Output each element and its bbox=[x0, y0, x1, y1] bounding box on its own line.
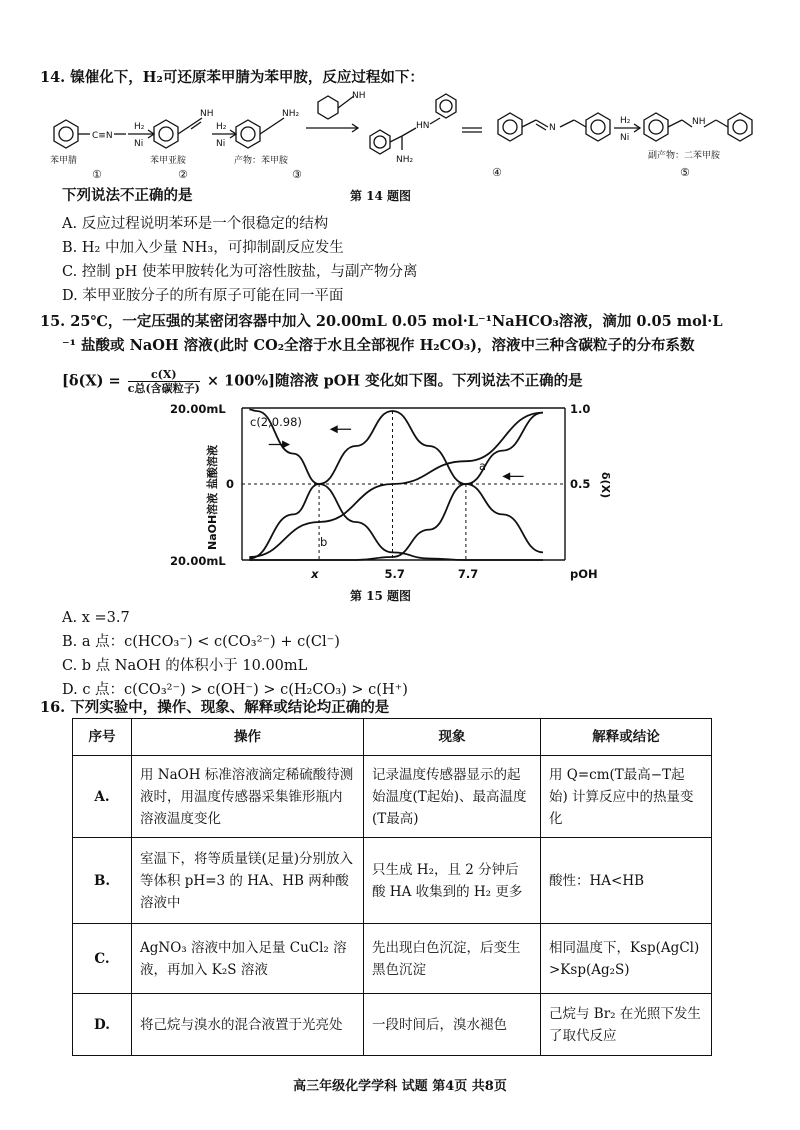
benzene-ring-4a bbox=[370, 130, 390, 154]
page-footer: 高三年级化学学科 试题 第4页 共8页 bbox=[293, 1079, 507, 1094]
svg-text:H₂: H₂ bbox=[620, 116, 631, 126]
svg-text:NH₂: NH₂ bbox=[396, 155, 414, 165]
series-line-3 bbox=[249, 413, 543, 557]
svg-text:HN: HN bbox=[416, 121, 430, 131]
row-conclusion: 己烷与 Br₂ 在光照下发生了取代反应 bbox=[541, 994, 712, 1056]
x-tick-5.7: 5.7 bbox=[384, 567, 405, 581]
point-label-a: a bbox=[479, 459, 487, 473]
row-operation: 室温下，将等质量镁(足量)分别放入等体积 pH=3 的 HA、HB 两种酸溶液中 bbox=[132, 838, 364, 924]
y-right-label: δ(X) bbox=[599, 472, 612, 499]
q14-option-d: D. 苯甲亚胺分子的所有原子可能在同一平面 bbox=[62, 288, 344, 304]
row-operation: 将己烷与溴水的混合液置于光亮处 bbox=[132, 994, 364, 1056]
q15-formula: [δ(X) = c(X) c总(含碳粒子) × 100%]随溶液 pOH 变化如下图。下列说法不正确的是 bbox=[62, 368, 583, 395]
svg-text:Ni: Ni bbox=[620, 133, 630, 143]
svg-text:H₂: H₂ bbox=[216, 122, 227, 132]
direction-arrow-1 bbox=[331, 426, 351, 432]
q15-option-b: B. a 点：c(HCO₃⁻) < c(CO₃²⁻) + c(Cl⁻) bbox=[62, 634, 340, 650]
svg-text:Ni: Ni bbox=[134, 139, 144, 149]
q15-option-a: A. x =3.7 bbox=[62, 610, 130, 626]
table-row bbox=[73, 994, 712, 1056]
svg-text:NH: NH bbox=[352, 91, 366, 101]
q15-stem-line2: ⁻¹ 盐酸或 NaOH 溶液(此时 CO₂全溶于水且全部视作 H₂CO₃)，溶液中三种含碳粒子的分布系数 bbox=[62, 337, 695, 354]
benzene-ring-3 bbox=[236, 120, 260, 148]
benzene-ring-5b bbox=[728, 113, 752, 141]
q16-stem: 16. 下列实验中，操作、现象、解释或结论均正确的是 bbox=[40, 699, 390, 716]
compound-5-num: ⑤ bbox=[680, 166, 690, 179]
q14-figure-label: 第 14 题图 bbox=[350, 189, 412, 203]
table-row bbox=[73, 924, 712, 994]
q15-option-c: C. b 点 NaOH 的体积小于 10.00mL bbox=[62, 658, 308, 674]
svg-text:H₂: H₂ bbox=[134, 122, 145, 132]
q15-chart bbox=[170, 400, 620, 600]
row-operation: 用 NaOH 标准溶液滴定稀硫酸待测液时，用温度传感器采集锥形瓶内溶液温度变化 bbox=[132, 756, 364, 838]
svg-text:Ni: Ni bbox=[216, 139, 226, 149]
series-line-2 bbox=[249, 413, 543, 560]
y-right-tick-mid: 0.5 bbox=[570, 477, 591, 491]
q14-prompt: 下列说法不正确的是 bbox=[62, 187, 193, 204]
row-phenomenon: 一段时间后，溴水褪色 bbox=[364, 994, 541, 1056]
y-left-tick-mid: 0 bbox=[226, 477, 235, 491]
compound-1-num: ① bbox=[92, 168, 102, 181]
row-seq: A. bbox=[73, 756, 132, 838]
compound-3-num: ③ bbox=[292, 168, 302, 181]
y-left-tick-top: 20.00mL bbox=[170, 402, 226, 416]
row-phenomenon: 只生成 H₂，且 2 分钟后酸 HA 收集到的 H₂ 更多 bbox=[364, 838, 541, 924]
compound-2-name: 苯甲亚胺 bbox=[150, 156, 187, 166]
row-phenomenon: 先出现白色沉淀，后变生黑色沉淀 bbox=[364, 924, 541, 994]
row-seq: D. bbox=[73, 994, 132, 1056]
y-left-tick-bottom: 20.00mL bbox=[170, 554, 226, 568]
row-conclusion: 相同温度下，Ksp(AgCl) >Ksp(Ag₂S) bbox=[541, 924, 712, 994]
benzene-ring-1 bbox=[54, 120, 78, 148]
svg-text:N: N bbox=[549, 123, 556, 133]
q14-stem: 14. 镍催化下，H₂可还原苯甲腈为苯甲胺，反应过程如下： bbox=[40, 69, 424, 86]
compound-4-num: ④ bbox=[492, 166, 502, 179]
row-conclusion: 用 Q=cm(T最高−T起始) 计算反应中的热量变化 bbox=[541, 756, 712, 838]
table-row bbox=[73, 838, 712, 924]
header-conclusion: 解释或结论 bbox=[541, 719, 712, 756]
y-right-tick-top: 1.0 bbox=[570, 402, 591, 416]
benzene-ring-2 bbox=[154, 120, 178, 148]
point-label-c: c(2,0.98) bbox=[250, 415, 302, 429]
x-tick-x: x bbox=[311, 567, 319, 581]
svg-text:NH₂: NH₂ bbox=[282, 109, 300, 119]
table-header-row bbox=[73, 719, 712, 756]
q14-option-c: C. 控制 pH 使苯甲胺转化为可溶性胺盐，与副产物分离 bbox=[62, 264, 418, 280]
q14-reaction-scheme bbox=[36, 88, 796, 198]
header-phenomenon: 现象 bbox=[364, 719, 541, 756]
benzene-ring-4b bbox=[436, 94, 456, 118]
row-conclusion: 酸性：HA<HB bbox=[541, 838, 712, 924]
direction-arrow-0 bbox=[269, 441, 289, 447]
row-phenomenon: 记录温度传感器显示的起始温度(T起始)、最高温度(T最高) bbox=[364, 756, 541, 838]
y-left-label: NaOH溶液 盐酸溶液 bbox=[206, 444, 219, 550]
direction-arrow-2 bbox=[504, 473, 524, 479]
x-label: pOH bbox=[570, 567, 598, 581]
q16-table bbox=[72, 718, 712, 1056]
compound-3-name: 产物：苯甲胺 bbox=[234, 156, 289, 166]
header-seq: 序号 bbox=[73, 719, 132, 756]
point-label-b: b bbox=[320, 535, 328, 549]
q14-option-a: A. 反应过程说明苯环是一个很稳定的结构 bbox=[62, 216, 329, 232]
table-row bbox=[73, 756, 712, 838]
q15-figure-label: 第 15 题图 bbox=[350, 589, 412, 603]
q15-stem-line1: 15. 25℃，一定压强的某密闭容器中加入 20.00mL 0.05 mol·L⁻¹NaHCO₃溶液，滴加 0.05 mol·L bbox=[40, 313, 723, 330]
aromatic-circle-1 bbox=[59, 127, 73, 141]
compound-1-name: 苯甲腈 bbox=[50, 156, 78, 166]
compound-5-name: 副产物：二苯甲胺 bbox=[648, 151, 721, 161]
row-seq: B. bbox=[73, 838, 132, 924]
benzene-ring-imine-b bbox=[586, 113, 610, 141]
nitrile-label: C≡N bbox=[92, 131, 113, 141]
benzene-ring-imine-a bbox=[498, 113, 522, 141]
row-seq: C. bbox=[73, 924, 132, 994]
benzene-ring-reagent bbox=[318, 96, 338, 119]
header-operation: 操作 bbox=[132, 719, 364, 756]
benzene-ring-5a bbox=[644, 113, 668, 141]
row-operation: AgNO₃ 溶液中加入足量 CuCl₂ 溶液，再加入 K₂S 溶液 bbox=[132, 924, 364, 994]
svg-text:NH: NH bbox=[692, 117, 706, 127]
compound-2-num: ② bbox=[178, 168, 188, 181]
x-tick-7.7: 7.7 bbox=[457, 567, 479, 581]
q15-option-d: D. c 点：c(CO₃²⁻) > c(OH⁻) > c(H₂CO₃) > c(H⁺) bbox=[62, 682, 408, 698]
svg-text:NH: NH bbox=[200, 109, 214, 119]
q14-option-b: B. H₂ 中加入少量 NH₃，可抑制副反应发生 bbox=[62, 240, 344, 256]
